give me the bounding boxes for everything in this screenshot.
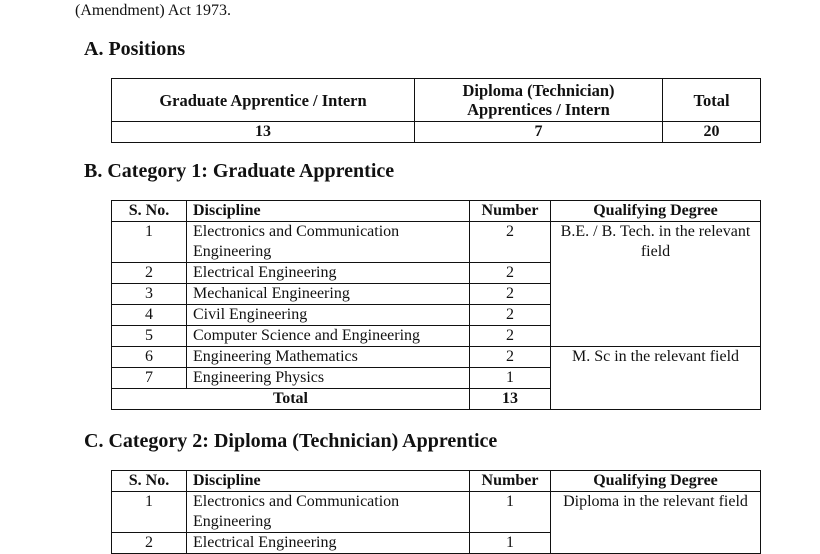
sno-cell: 6: [112, 347, 187, 368]
discipline-cell: Electronics and Communication Engineering: [187, 222, 470, 263]
graduate-count: 13: [112, 122, 415, 143]
header-degree: Qualifying Degree: [551, 471, 761, 492]
header-discipline: Discipline: [187, 471, 470, 492]
discipline-cell: Computer Science and Engineering: [187, 326, 470, 347]
positions-table: [111, 78, 761, 143]
diploma-count: 7: [415, 122, 663, 143]
header-sno: S. No.: [112, 471, 187, 492]
preceding-text: (Amendment) Act 1973.: [75, 2, 231, 19]
table-row: [112, 492, 761, 533]
sno-cell: 2: [112, 533, 187, 554]
header-discipline: Discipline: [187, 201, 470, 222]
section-a-title: A. Positions: [84, 38, 186, 60]
discipline-cell: Engineering Mathematics: [187, 347, 470, 368]
sno-cell: 1: [112, 222, 187, 263]
number-cell: 2: [470, 326, 551, 347]
degree-cell-msc: M. Sc in the relevant field: [551, 347, 761, 410]
header-number: Number: [470, 201, 551, 222]
number-cell: 1: [470, 368, 551, 389]
discipline-cell: Engineering Physics: [187, 368, 470, 389]
header-degree: Qualifying Degree: [551, 201, 761, 222]
header-sno: S. No.: [112, 201, 187, 222]
discipline-cell: Civil Engineering: [187, 305, 470, 326]
table-row: [112, 122, 761, 143]
sno-cell: 1: [112, 492, 187, 533]
discipline-cell: Electrical Engineering: [187, 533, 470, 554]
number-cell: 2: [470, 347, 551, 368]
diploma-apprentice-table: [111, 470, 761, 554]
table-header-row: [112, 79, 761, 122]
sno-cell: 5: [112, 326, 187, 347]
header-number: Number: [470, 471, 551, 492]
total-label: Total: [112, 389, 470, 410]
section-b-title: B. Category 1: Graduate Apprentice: [84, 160, 395, 182]
table-header-row: [112, 201, 761, 222]
table-row: [112, 222, 761, 263]
number-cell: 2: [470, 284, 551, 305]
table-header-row: [112, 471, 761, 492]
table-row: [112, 347, 761, 368]
number-cell: 1: [470, 533, 551, 554]
discipline-cell: Electronics and Communication Engineering: [187, 492, 470, 533]
sno-cell: 7: [112, 368, 187, 389]
graduate-apprentice-table: [111, 200, 761, 410]
number-cell: 1: [470, 492, 551, 533]
number-cell: 2: [470, 263, 551, 284]
header-diploma: Diploma (Technician) Apprentices / Intern: [415, 79, 663, 122]
discipline-cell: Mechanical Engineering: [187, 284, 470, 305]
section-c-title: C. Category 2: Diploma (Technician) Apprentice: [84, 430, 498, 452]
total-count: 20: [663, 122, 761, 143]
degree-cell-diploma: Diploma in the relevant field: [551, 492, 761, 554]
total-value: 13: [470, 389, 551, 410]
sno-cell: 4: [112, 305, 187, 326]
sno-cell: 3: [112, 284, 187, 305]
discipline-cell: Electrical Engineering: [187, 263, 470, 284]
number-cell: 2: [470, 222, 551, 263]
header-total: Total: [663, 79, 761, 122]
header-graduate: Graduate Apprentice / Intern: [112, 79, 415, 122]
degree-cell-be-btech: B.E. / B. Tech. in the relevant field: [551, 222, 761, 347]
number-cell: 2: [470, 305, 551, 326]
sno-cell: 2: [112, 263, 187, 284]
